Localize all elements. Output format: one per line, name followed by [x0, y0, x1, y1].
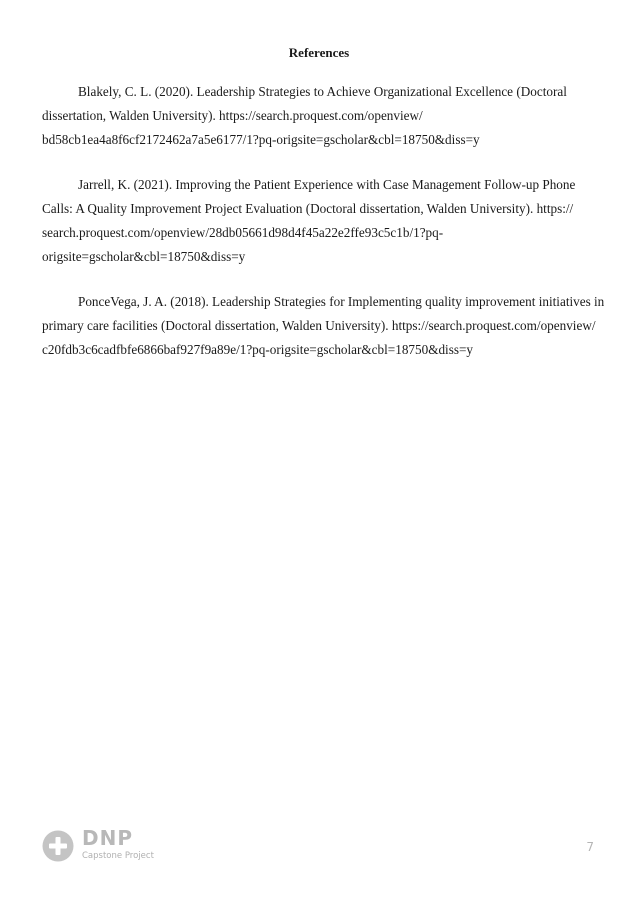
plus-circle-icon: [42, 830, 74, 862]
logo-title: DNP: [82, 826, 133, 850]
references-heading: References: [288, 45, 350, 60]
reference-entry: [42, 290, 605, 362]
reference-line: primary care facilities (Doctoral dissertation, Walden University). https://search.proquest.com/openview/: [42, 318, 596, 333]
reference-entry: [42, 173, 602, 269]
reference-line: search.proquest.com/openview/28db05661d98d4f45a22e2ffe93c5c1b/1?pq-: [42, 225, 444, 240]
reference-line: Jarrell, K. (2021). Improving the Patient Experience with Case Management Follow-up Phone: [78, 177, 576, 192]
dnp-logo: [40, 826, 170, 866]
reference-line: dissertation, Walden University). https://search.proquest.com/openview/: [42, 108, 423, 123]
reference-line: Calls: A Quality Improvement Project Evaluation (Doctoral dissertation, Walden University). https://: [42, 201, 574, 216]
reference-line: PonceVega, J. A. (2018). Leadership Strategies for Implementing quality improvement initiatives in: [78, 294, 605, 309]
reference-line: c20fdb3c6cadfbfe6866baf927f9a89e/1?pq-origsite=gscholar&cbl=18750&diss=y: [42, 342, 474, 357]
reference-line: bd58cb1ea4a8f6cf2172462a7a5e6177/1?pq-origsite=gscholar&cbl=18750&diss=y: [42, 132, 480, 147]
reference-line: Blakely, C. L. (2020). Leadership Strategies to Achieve Organizational Excellence (Doctoral: [78, 84, 567, 99]
page-number: 7: [586, 840, 594, 854]
reference-entry: [42, 80, 602, 152]
logo-subtitle: Capstone Project: [82, 851, 154, 861]
references-list: [42, 80, 605, 383]
reference-line: origsite=gscholar&cbl=18750&diss=y: [42, 249, 246, 264]
